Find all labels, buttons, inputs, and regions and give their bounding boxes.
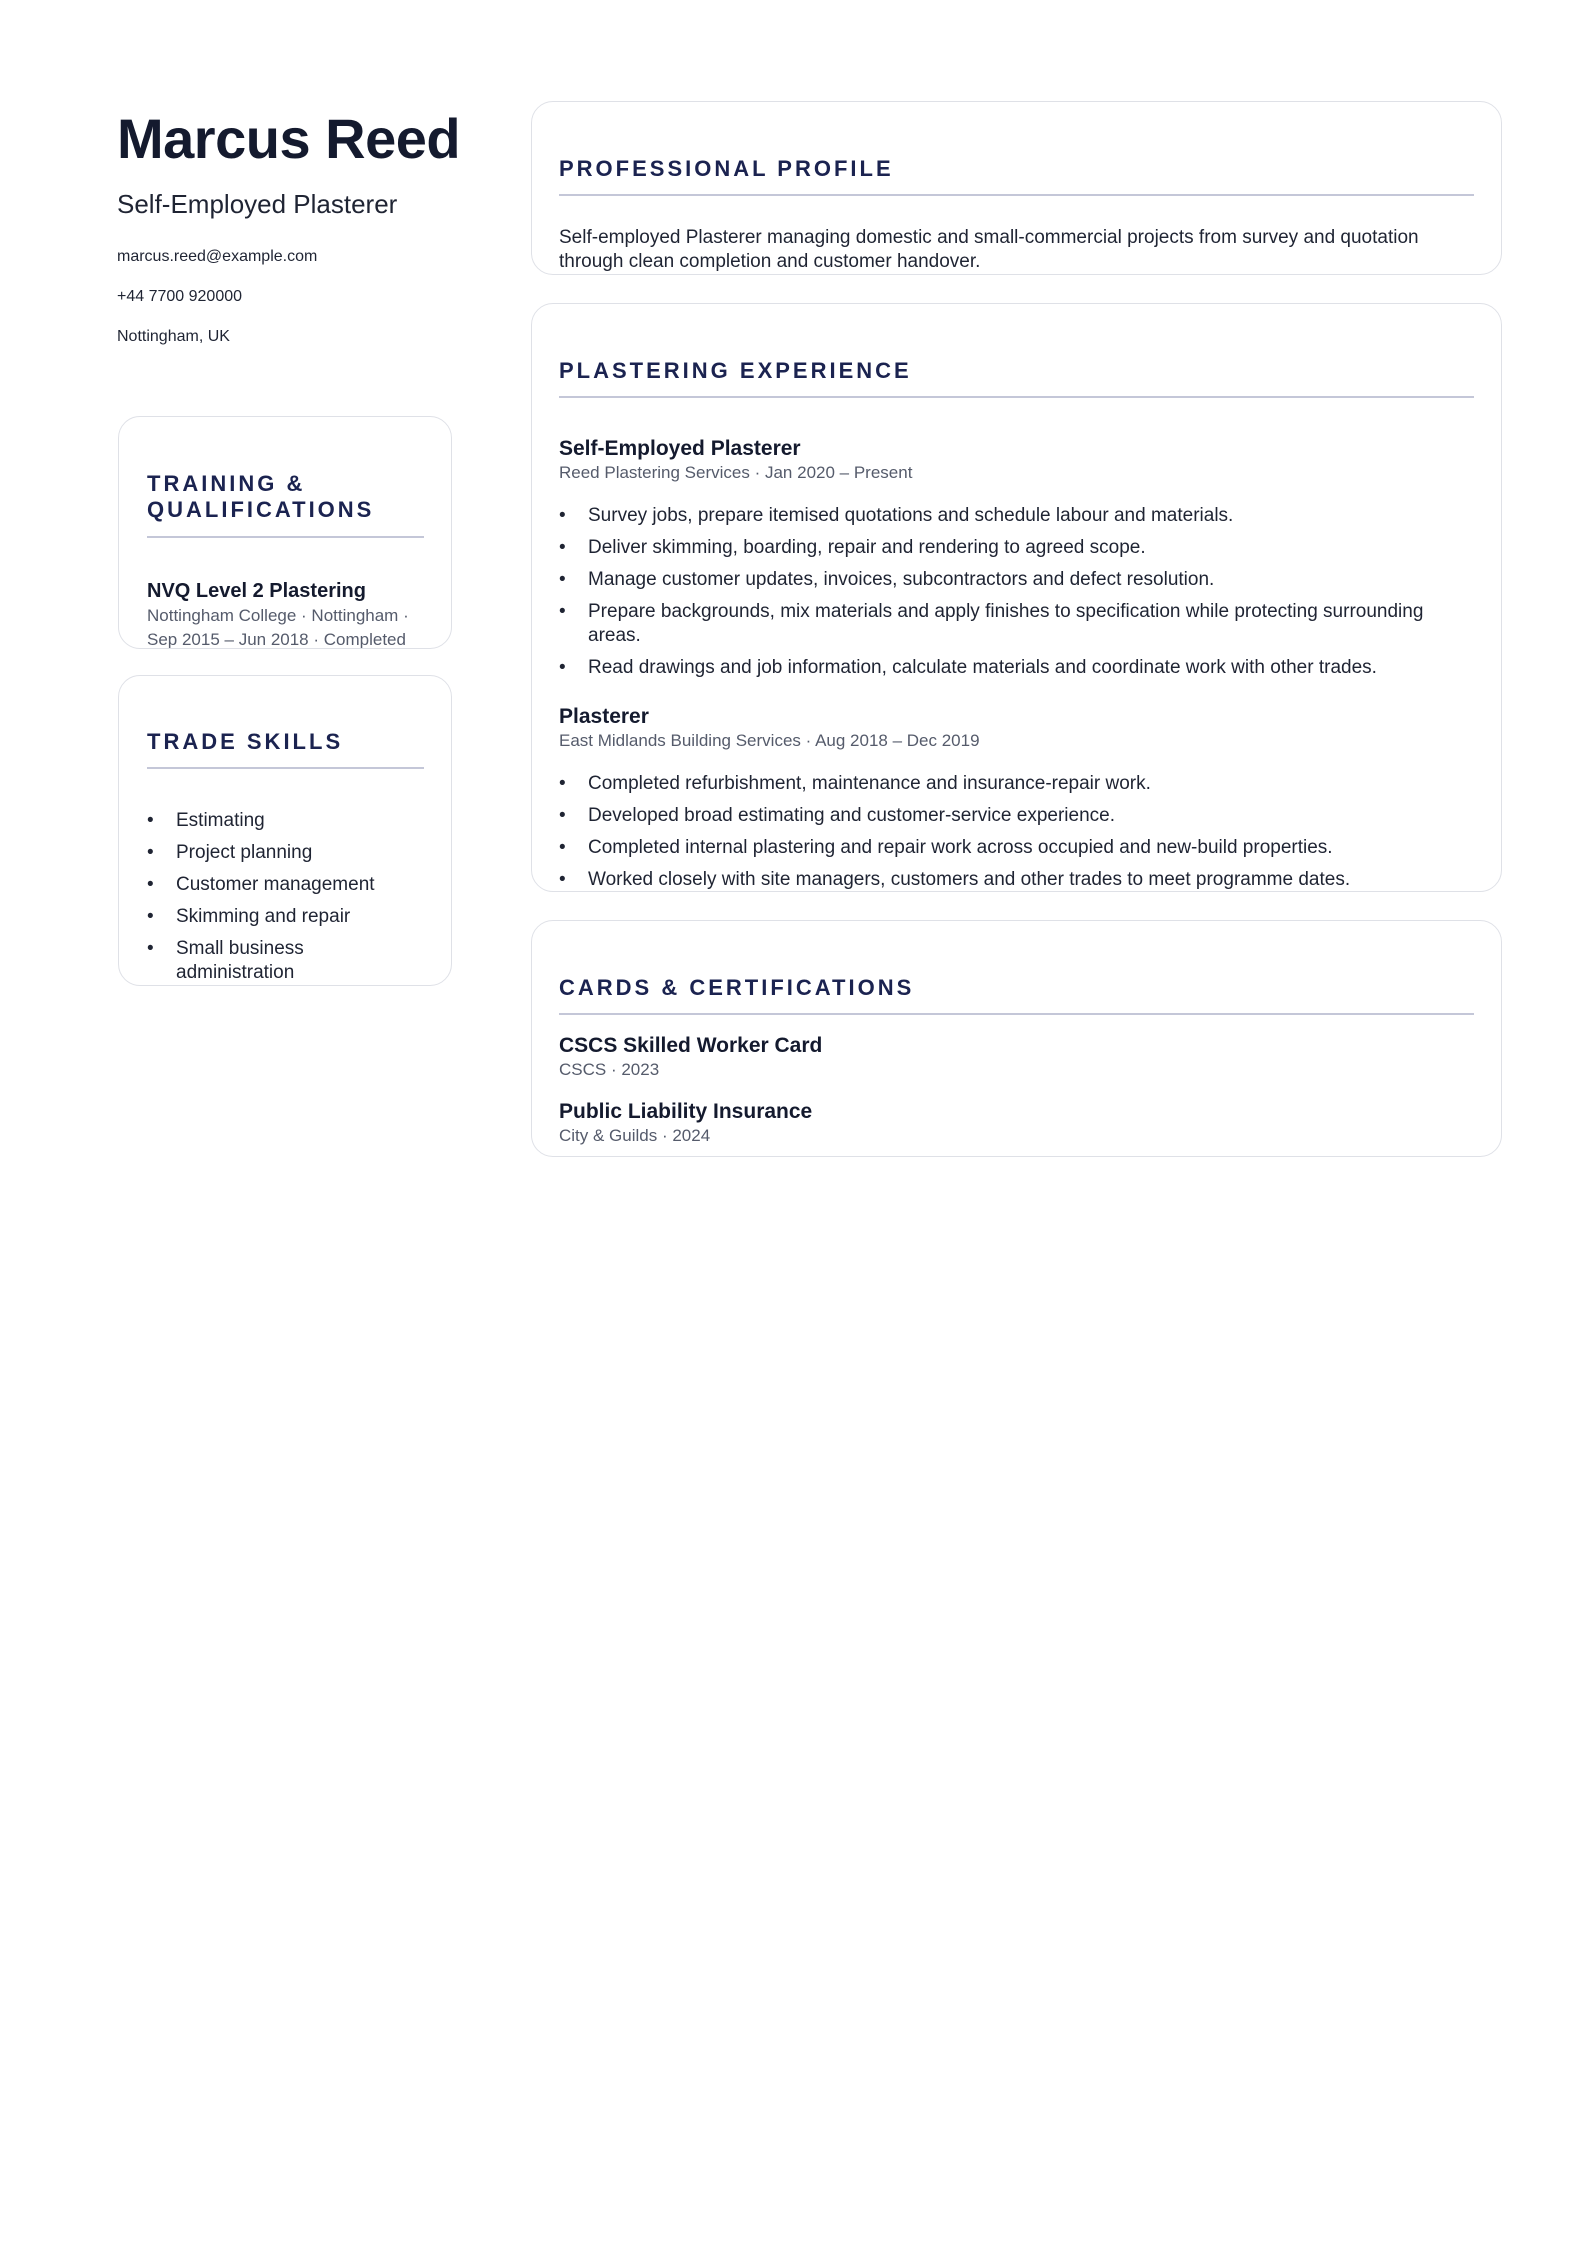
certifications-card — [531, 920, 1502, 1157]
skills-list — [147, 809, 424, 985]
experience-heading: PLASTERING EXPERIENCE — [559, 358, 912, 383]
job-bullet: • Deliver skimming, boarding, repair and rendering to agreed scope. — [559, 536, 1474, 560]
skill-item: • Customer management — [147, 873, 424, 897]
job-bullet: • Completed refurbishment, maintenance and insurance-repair work. — [559, 772, 1474, 796]
profile-summary: Self-employed Plasterer managing domestic and small-commercial projects from survey and quotation through clean completion and customer handover. — [559, 226, 1419, 272]
job-bullets — [559, 504, 1474, 680]
job-bullet: • Prepare backgrounds, mix materials and apply finishes to specification while protecting surrounding areas. — [559, 600, 1474, 648]
section-divider — [559, 194, 1474, 196]
certification-title: Public Liability Insurance — [559, 1099, 813, 1123]
phone-text: +44 7700 920000 — [117, 288, 243, 305]
qualification-meta: Nottingham College · Nottingham · Sep 2015 – Jun 2018 · Completed — [147, 605, 409, 649]
job-title: Plasterer — [559, 704, 649, 728]
section-divider — [147, 536, 424, 538]
certification-meta: CSCS · 2023 — [559, 1059, 660, 1079]
job-bullet: • Worked closely with site managers, customers and other trades to meet programme dates. — [559, 868, 1474, 892]
training-card — [118, 416, 452, 649]
job-meta: Reed Plastering Services · Jan 2020 – Present — [559, 462, 913, 482]
email-text: marcus.reed@example.com — [117, 248, 318, 265]
skills-heading: TRADE SKILLS — [147, 729, 344, 754]
certification-title: CSCS Skilled Worker Card — [559, 1033, 823, 1057]
skill-item: • Project planning — [147, 841, 424, 865]
section-divider — [147, 767, 424, 769]
candidate-title: Self-Employed Plasterer — [117, 189, 398, 219]
job-bullets — [559, 772, 1474, 892]
certifications-heading: CARDS & CERTIFICATIONS — [559, 975, 915, 1000]
qualification-title: NVQ Level 2 Plastering — [147, 579, 366, 602]
contact-header — [117, 100, 461, 348]
job-bullet: • Manage customer updates, invoices, subcontractors and defect resolution. — [559, 568, 1474, 592]
section-divider — [559, 396, 1474, 398]
experience-card — [531, 303, 1502, 892]
profile-card — [531, 101, 1502, 275]
job-title: Self-Employed Plasterer — [559, 436, 801, 460]
job-bullet: • Completed internal plastering and repair work across occupied and new-build properties. — [559, 836, 1474, 860]
job-bullet: • Read drawings and job information, calculate materials and coordinate work with other trades. — [559, 656, 1474, 680]
location-text: Nottingham, UK — [117, 328, 230, 345]
training-heading: TRAINING & QUALIFICATIONS — [147, 471, 375, 522]
job-bullet: • Survey jobs, prepare itemised quotations and schedule labour and materials. — [559, 504, 1474, 528]
profile-heading: PROFESSIONAL PROFILE — [559, 156, 894, 181]
job-meta: East Midlands Building Services · Aug 2018 – Dec 2019 — [559, 730, 980, 750]
skill-item: • Small business administration — [147, 937, 424, 985]
job-bullet: • Developed broad estimating and customer-service experience. — [559, 804, 1474, 828]
candidate-name: Marcus Reed — [117, 107, 461, 170]
skills-card — [118, 675, 452, 986]
section-divider — [559, 1013, 1474, 1015]
certification-meta: City & Guilds · 2024 — [559, 1125, 711, 1145]
skill-item: • Estimating — [147, 809, 424, 833]
skill-item: • Skimming and repair — [147, 905, 424, 929]
